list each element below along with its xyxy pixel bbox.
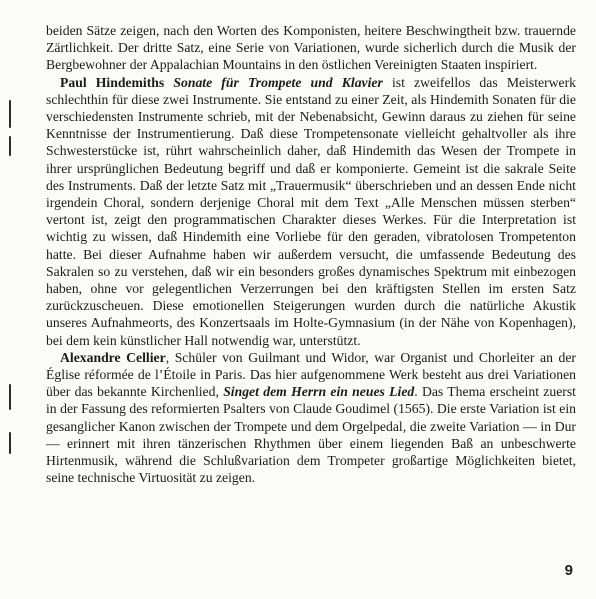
binding-mark-top — [9, 100, 11, 128]
page-number: 9 — [564, 562, 573, 579]
paragraph-cellier-text-2: . Das Thema erscheint zuerst in der Fassung des reformierten Psalters von Claude Goudimel (1565). Die erste Variation ist ein gesanglicher Kanon zwischen der Trompete und dem Orgelpedal, die zweite Variation — in Dur — erinnert mit ihren tänzerischen Rhythmen über einem liegenden Baß an unbeschwerte Hirtenmusik, während die Schlußvariation dem Trompeter großartige Möglichkeiten bietet, seine technische Virtuosität zu zeigen. — [46, 384, 576, 486]
paragraph-intro-text: beiden Sätze zeigen, nach den Worten des Komponisten, heitere Beschwingtheit bzw. trauernde Zärtlichkeit. Der dritte Satz, eine Serie von Variationen, wurde sicherlich durch die Musik der Bergbewohner der Appalachian Mountains in den östlichen Vereinigten Staaten inspiriert. — [46, 23, 576, 73]
paragraph-intro — [46, 22, 576, 74]
composer-name-hindemith: Paul Hindemiths — [60, 74, 165, 90]
binding-mark-lower — [9, 384, 11, 410]
work-title-hindemith: Sonate für Trompete und Klavier — [173, 74, 383, 90]
paragraph-hindemith — [46, 74, 576, 349]
binding-mark-bottom — [9, 432, 11, 454]
separator-space — [164, 75, 173, 90]
binding-mark-upper — [9, 136, 11, 156]
paragraph-hindemith-text: ist zweifellos das Meisterwerk schlechthin für diese zwei Instrumente. Sie entstand zu einer Zeit, als Hindemith Sonaten für die verschiedensten Instrumente schrieb, mit der Nebenabsicht, Gewinn daraus zu ziehen für seine Kenntnisse der Instrumentierung. Daß diese Trompetensonate vielleicht gehaltvoller als ihre Schwesterstücke ist, rührt wahrscheinlich daher, daß Hindemith das Wesen der Trompete in ihrer ursprünglichen Bedeutung begriff und daß er komponierte. Gemeint ist die sakrale Seite des Instruments. Daß der letzte Satz mit „Trauermusik“ überschrieben und an dessen Ende nicht irgendein Choral, sondern derjenige Choral mit dem Text „Alle Menschen müssen sterben“ vertont ist, zeigt den programmatischen Charakter dieses Werkes. Für die Interpretation ist wichtig zu wissen, daß Hindemith eine Vorliebe für den geraden, vibratolosen Trompetenton hatte. Bei dieser Aufnahme haben wir außerdem versucht, die umfassende Bedeutung des Sakralen so zu verstehen, daß wir ein besonders großes dynamisches Spektrum mit einbezogen haben, ohne vor gelegentlichen Verzerrungen bei den kräftigsten Stellen im ersten Satz zurückzuscheuen. Diese emotionellen Steigerungen wurden durch die natürliche Akustik unseres Aufnahmeorts, des Konzertsaals im Holte-Gymnasium (in der Nähe von Kopenhagen), bei dem kein künstlicher Hall notwendig war, unterstützt. — [46, 74, 576, 348]
composer-name-cellier: Alexandre Cellier — [60, 349, 166, 365]
work-title-cellier: Singet dem Herrn ein neues Lied — [223, 384, 415, 400]
paragraph-cellier — [46, 349, 576, 487]
body-text — [46, 22, 576, 486]
paragraph-cellier-text-1: , Schüler von Guilmant und Widor, war Organist und Chorleiter an der Église réformée de l’Étoile in Paris. Das hier aufgenommene Werk besteht aus drei Variationen über das bekannte Kirchenlied, — [46, 349, 576, 400]
